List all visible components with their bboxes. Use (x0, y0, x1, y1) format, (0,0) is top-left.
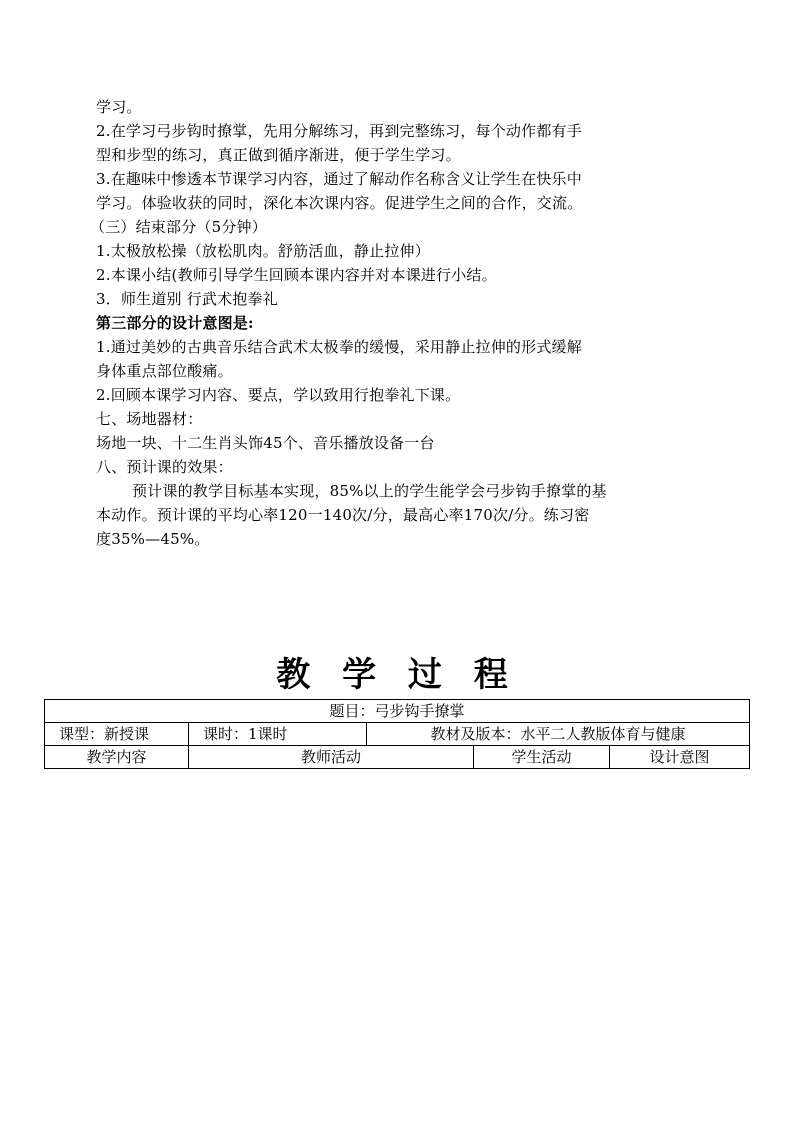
text-line: 场地一块、十二生肖头饰45个、音乐播放设备一台 (96, 434, 435, 452)
text-line: 度35%—45%。 (96, 530, 210, 548)
text-line: 本动作。预计课的平均心率120一140次/分，最高心率170次/分。练习密 (96, 506, 590, 524)
header-cell-intent: 设计意图 (610, 746, 750, 769)
section-heading-expected-effect: 八、预计课的效果： (96, 458, 233, 476)
text-line: 3.在趣味中惨透本节课学习内容，通过了解动作名称含义让学生在快乐中 (96, 170, 582, 188)
section-heading-closing: （三）结束部分（5分钟） (90, 218, 267, 236)
lesson-plan-text (90, 95, 708, 551)
table-row (45, 723, 750, 746)
header-cell-content: 教学内容 (45, 746, 189, 769)
text-line: 预计课的教学目标基本实现，85%以上的学生能学会弓步钩手撩掌的基 (132, 482, 607, 500)
header-cell-student: 学生活动 (474, 746, 610, 769)
textbook-cell: 教材及版本：水平二人教版体育与健康 (367, 723, 750, 746)
text-line: 3．师生道别 行武术抱拳礼 (96, 290, 278, 308)
text-line: 2.在学习弓步钩时撩掌，先用分解练习，再到完整练习，每个动作都有手 (96, 122, 582, 140)
section-heading-equipment: 七、场地器材： (96, 410, 203, 428)
text-line: 学习。体验收获的同时，深化本次课内容。促进学生之间的合作，交流。 (96, 194, 583, 212)
teaching-process-table (44, 699, 750, 769)
page-title: 教 学 过 程 (276, 655, 518, 695)
text-line: 1.通过美妙的古典音乐结合武术太极拳的缓慢，采用静止拉伸的形式缓解 (96, 338, 582, 356)
text-line: 2.回顾本课学习内容、要点，学以致用行抱拳礼下课。 (96, 386, 461, 404)
design-intent-heading: 第三部分的设计意图是: (96, 314, 254, 332)
text-line: 2.本课小结(教师引导学生回顾本课内容并对本课进行小结。 (96, 266, 497, 284)
text-line: 身体重点部位酸痛。 (96, 362, 233, 380)
header-cell-teacher: 教师活动 (189, 746, 474, 769)
lesson-type-cell: 课型：新授课 (45, 723, 189, 746)
text-line: 学习。 (96, 98, 142, 116)
text-line: 1.太极放松操（放松肌肉。舒筋活血，静止拉伸） (96, 242, 430, 260)
topic-cell: 题目：弓步钩手撩掌 (45, 700, 750, 723)
table-header-row (45, 746, 750, 769)
table-row (45, 700, 750, 723)
text-line: 型和步型的练习，真正做到循序渐进，便于学生学习。 (96, 146, 461, 164)
class-hours-cell: 课时：1课时 (189, 723, 367, 746)
